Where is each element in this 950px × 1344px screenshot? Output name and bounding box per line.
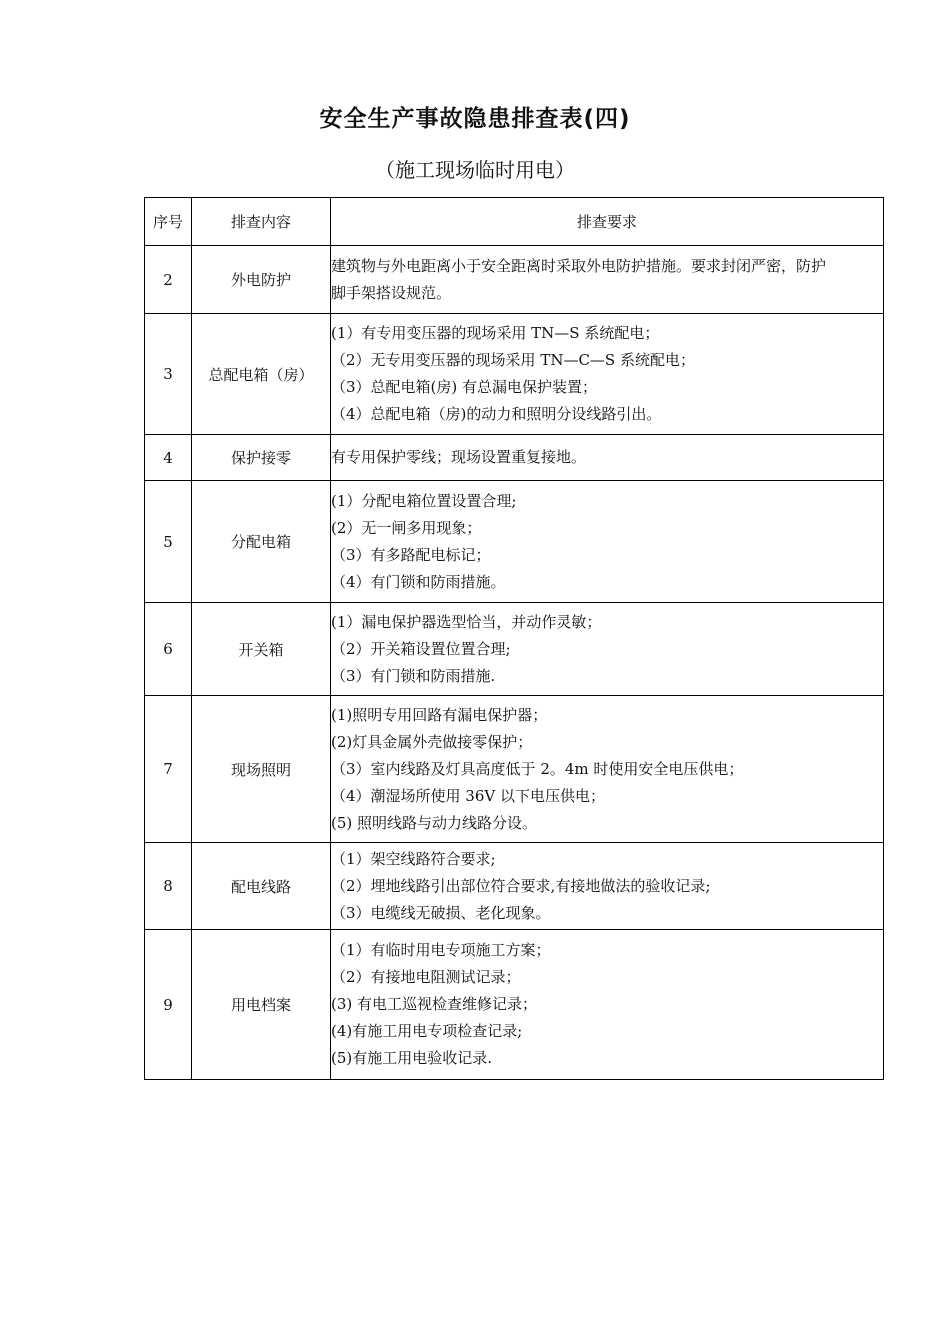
- row-number: 2: [145, 246, 192, 314]
- row-item: 外电防护: [192, 246, 331, 314]
- requirement-line: （4）潮湿场所使用 36V 以下电压供电；: [331, 786, 606, 805]
- header-no: 序号: [145, 198, 192, 246]
- inspection-table: [144, 197, 884, 1080]
- row-requirement: [331, 603, 884, 696]
- requirement-line: （3）电缆线无破损、老化现象。: [331, 903, 551, 922]
- requirement-line: （3）有多路配电标记；: [331, 545, 491, 564]
- header-requirement: 排查要求: [331, 198, 884, 246]
- requirement-line: (2)灯具金属外壳做接零保护；: [331, 732, 533, 751]
- requirement-line: 有专用保护零线；现场设置重复接地。: [331, 448, 587, 466]
- requirement-line: （1）有临时用电专项施工方案；: [331, 941, 551, 959]
- requirement-line: 脚手架搭设规范。: [331, 283, 452, 302]
- table-row: [145, 696, 884, 843]
- row-number: 5: [145, 481, 192, 603]
- requirement-line: （3）总配电箱(房) 有总漏电保护装置；: [331, 378, 598, 396]
- requirement-line: （2）无专用变压器的现场采用 TN—C—S 系统配电；: [331, 351, 695, 369]
- row-number: 3: [145, 314, 192, 435]
- requirement-line: (5)有施工用电验收记录.: [331, 1049, 493, 1067]
- requirement-line: (4)有施工用电专项检查记录;: [331, 1022, 523, 1040]
- table-row: [145, 843, 884, 930]
- row-requirement: [331, 435, 884, 481]
- table-row: [145, 481, 884, 603]
- page-title: 安全生产事故隐患排查表(四): [319, 106, 631, 132]
- row-requirement: [331, 246, 884, 314]
- row-requirement: [331, 481, 884, 603]
- requirement-line: (5) 照明线路与动力线路分设。: [331, 813, 538, 832]
- requirement-line: （4）总配电箱（房)的动力和照明分设线路引出。: [331, 405, 662, 423]
- table-row: [145, 603, 884, 696]
- page-subtitle: （施工现场临时用电）: [375, 158, 575, 182]
- row-item: 现场照明: [192, 696, 331, 843]
- requirement-line: (1）分配电箱位置设置合理;: [331, 491, 517, 510]
- table-header-row: [145, 198, 884, 246]
- requirement-line: （2）开关箱设置位置合理;: [331, 639, 511, 658]
- row-item: 用电档案: [192, 930, 331, 1080]
- requirement-line: (2）无一闸多用现象；: [331, 518, 482, 537]
- row-number: 4: [145, 435, 192, 481]
- row-item: 分配电箱: [192, 481, 331, 603]
- row-item: 配电线路: [192, 843, 331, 930]
- requirement-line: (3) 有电工巡视检查维修记录；: [331, 995, 538, 1013]
- table-row: [145, 314, 884, 435]
- requirement-line: （2）有接地电阻测试记录；: [331, 968, 521, 986]
- row-number: 9: [145, 930, 192, 1080]
- requirement-line: （3）室内线路及灯具高度低于 2。4m 时使用安全电压供电；: [331, 759, 744, 778]
- table-row: [145, 246, 884, 314]
- row-item: 开关箱: [192, 603, 331, 696]
- row-item: 保护接零: [192, 435, 331, 481]
- row-requirement: [331, 696, 884, 843]
- requirement-line: （1）架空线路符合要求;: [331, 849, 496, 868]
- table-row: [145, 930, 884, 1080]
- row-item: 总配电箱（房）: [192, 314, 331, 435]
- requirement-line: (1）漏电保护器选型恰当，并动作灵敏；: [331, 612, 602, 631]
- row-number: 8: [145, 843, 192, 930]
- requirement-line: 建筑物与外电距离小于安全距离时采取外电防护措施。要求封闭严密，防护: [331, 256, 827, 275]
- requirement-line: （2）埋地线路引出部位符合要求,有接地做法的验收记录;: [331, 876, 711, 895]
- header-item: 排查内容: [192, 198, 331, 246]
- row-number: 6: [145, 603, 192, 696]
- table-row: [145, 435, 884, 481]
- row-requirement: [331, 314, 884, 435]
- row-requirement: [331, 930, 884, 1080]
- requirement-line: (1)照明专用回路有漏电保护器；: [331, 705, 548, 724]
- requirement-line: (1）有专用变压器的现场采用 TN—S 系统配电；: [331, 324, 660, 342]
- requirement-line: （3）有门锁和防雨措施.: [331, 666, 496, 685]
- requirement-line: （4）有门锁和防雨措施。: [331, 572, 506, 591]
- row-requirement: [331, 843, 884, 930]
- row-number: 7: [145, 696, 192, 843]
